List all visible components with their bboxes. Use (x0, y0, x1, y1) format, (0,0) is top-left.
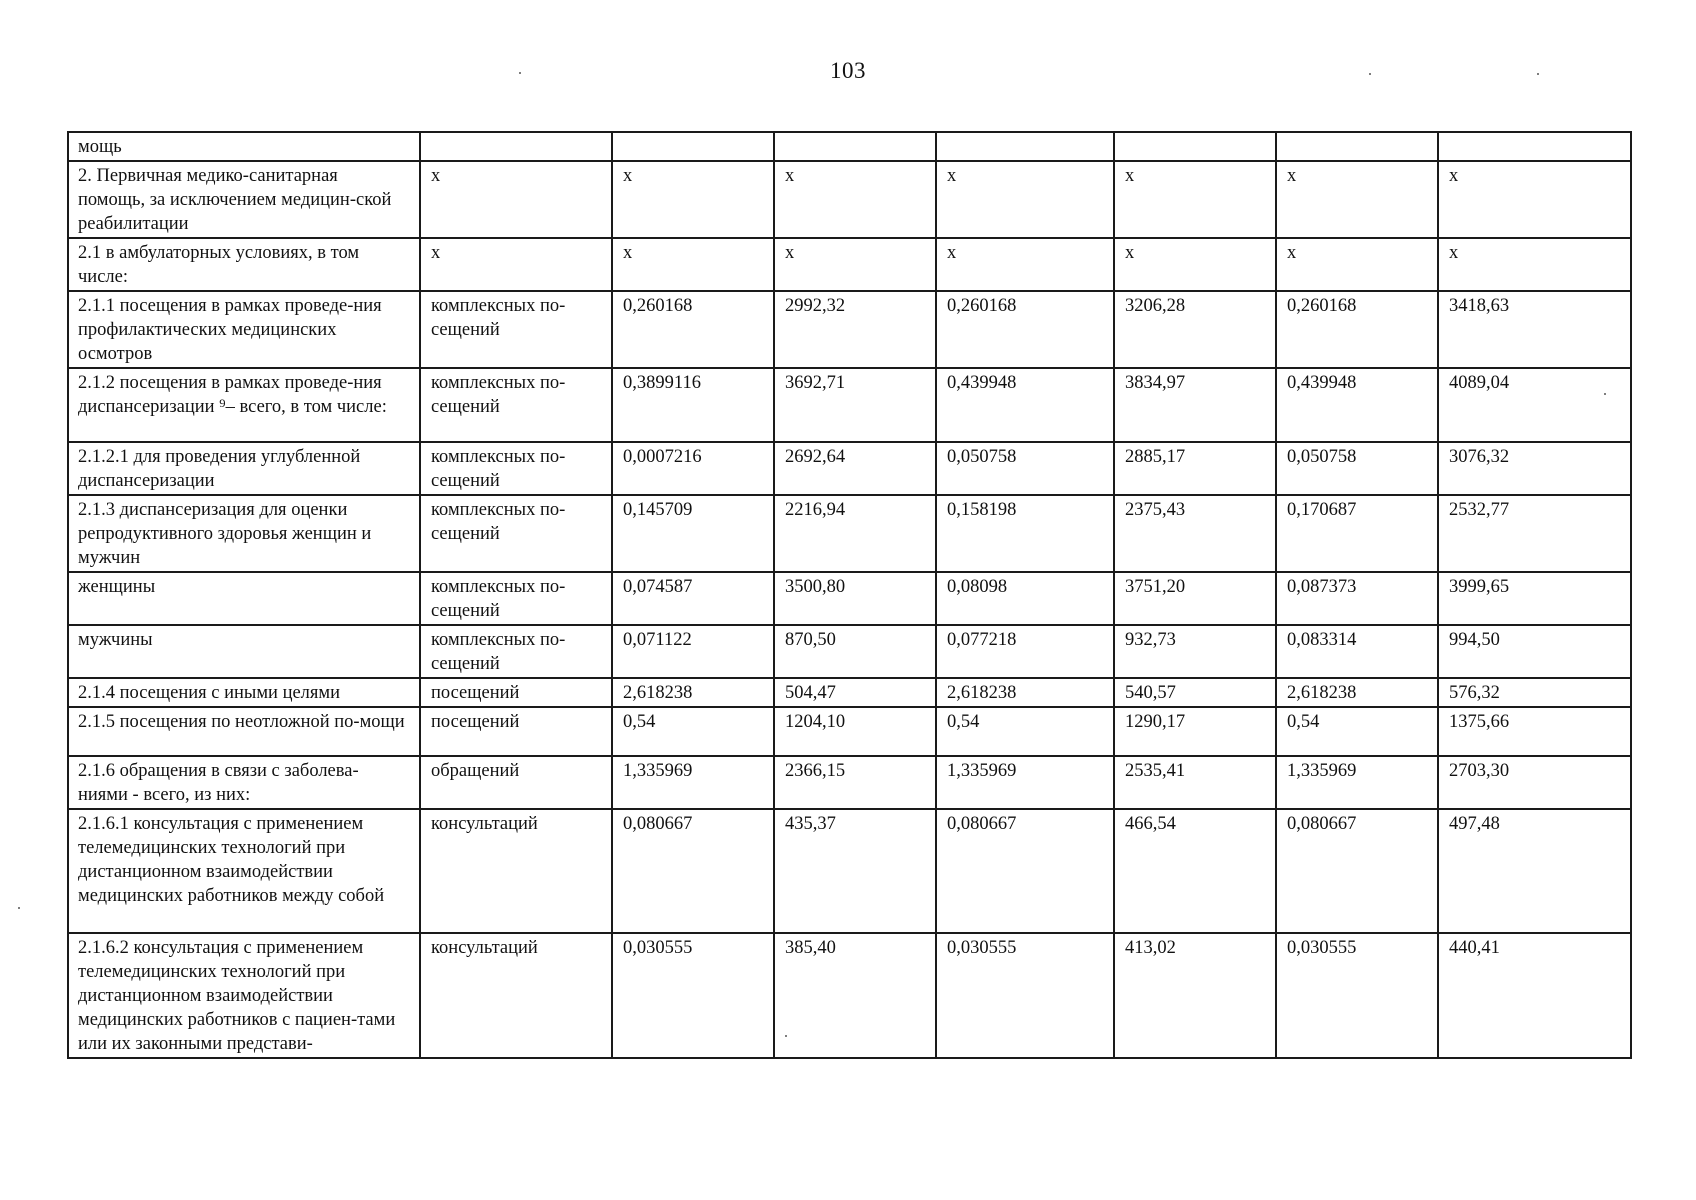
row-value-cell: 0,080667 (936, 809, 1114, 933)
row-value-cell: 0,170687 (1276, 495, 1438, 572)
row-value-cell: 0,54 (1276, 707, 1438, 756)
page-number: 103 (830, 58, 866, 83)
row-value-cell: 0,260168 (1276, 291, 1438, 368)
row-name-cell: мощь (68, 132, 420, 161)
row-value-cell: 3999,65 (1438, 572, 1631, 625)
row-unit-cell: комплексных по-сещений (420, 442, 612, 495)
row-value-cell (1114, 132, 1276, 161)
table-row (68, 756, 1631, 809)
table-row (68, 933, 1631, 1058)
row-value-cell: 4089,04 (1438, 368, 1631, 442)
row-value-cell: 0,030555 (1276, 933, 1438, 1058)
row-unit-cell: комплексных по-сещений (420, 368, 612, 442)
row-name-cell: 2.1.2 посещения в рамках проведе-ния диспансеризации ⁹– всего, в том числе: (68, 368, 420, 442)
row-value-cell: 3834,97 (1114, 368, 1276, 442)
row-name-cell: 2.1.6 обращения в связи с заболева-ниями - всего, из них: (68, 756, 420, 809)
row-value-cell: 497,48 (1438, 809, 1631, 933)
table-row (68, 707, 1631, 756)
row-value-cell: 2,618238 (936, 678, 1114, 707)
row-value-cell: 870,50 (774, 625, 936, 678)
row-value-cell: 2,618238 (612, 678, 774, 707)
row-value-cell: 3206,28 (1114, 291, 1276, 368)
row-value-cell: 0,074587 (612, 572, 774, 625)
row-value-cell: 385,40 (774, 933, 936, 1058)
data-table (67, 131, 1632, 1059)
row-value-cell: 0,050758 (1276, 442, 1438, 495)
row-value-cell (936, 132, 1114, 161)
row-name-cell: 2.1.6.1 консультация с применением телемедицинских технологий при дистанционном взаимодействии медицинских работников между собой (68, 809, 420, 933)
row-value-cell (774, 132, 936, 161)
row-value-cell: 466,54 (1114, 809, 1276, 933)
row-unit-cell: комплексных по-сещений (420, 625, 612, 678)
row-value-cell (1276, 132, 1438, 161)
row-value-cell: 2992,32 (774, 291, 936, 368)
row-value-cell: 413,02 (1114, 933, 1276, 1058)
row-value-cell: 576,32 (1438, 678, 1631, 707)
row-value-cell: 0,260168 (936, 291, 1114, 368)
table-row (68, 161, 1631, 238)
row-unit-cell: консультаций (420, 933, 612, 1058)
row-value-cell: 2,618238 (1276, 678, 1438, 707)
row-value-cell: 504,47 (774, 678, 936, 707)
row-value-cell (612, 132, 774, 161)
row-unit-cell: комплексных по-сещений (420, 495, 612, 572)
row-name-cell: 2.1.5 посещения по неотложной по-мощи (68, 707, 420, 756)
row-value-cell: 1375,66 (1438, 707, 1631, 756)
row-name-cell: 2.1.1 посещения в рамках проведе-ния профилактических медицинских осмотров (68, 291, 420, 368)
row-value-cell: 994,50 (1438, 625, 1631, 678)
row-value-cell: 1204,10 (774, 707, 936, 756)
row-value-cell: х (1276, 238, 1438, 291)
table-row (68, 678, 1631, 707)
row-value-cell: 3500,80 (774, 572, 936, 625)
row-unit-cell: обращений (420, 756, 612, 809)
row-value-cell: 1,335969 (1276, 756, 1438, 809)
row-value-cell: 2366,15 (774, 756, 936, 809)
row-value-cell: 0,080667 (1276, 809, 1438, 933)
row-value-cell: х (1276, 161, 1438, 238)
row-value-cell: 2703,30 (1438, 756, 1631, 809)
row-name-cell: 2.1.3 диспансеризация для оценки репродуктивного здоровья женщин и мужчин (68, 495, 420, 572)
row-value-cell: 0,54 (612, 707, 774, 756)
row-value-cell: 3076,32 (1438, 442, 1631, 495)
row-value-cell: 0,050758 (936, 442, 1114, 495)
row-unit-cell: комплексных по-сещений (420, 291, 612, 368)
row-value-cell: 0,080667 (612, 809, 774, 933)
row-value-cell: х (1438, 161, 1631, 238)
row-value-cell: 440,41 (1438, 933, 1631, 1058)
row-value-cell: 0,439948 (936, 368, 1114, 442)
row-value-cell: 0,030555 (612, 933, 774, 1058)
row-value-cell: 0,077218 (936, 625, 1114, 678)
row-name-cell: женщины (68, 572, 420, 625)
table-body (68, 132, 1631, 1058)
table-row (68, 132, 1631, 161)
row-value-cell: х (612, 238, 774, 291)
row-name-cell: 2.1.2.1 для проведения углубленной диспансеризации (68, 442, 420, 495)
scan-speck (1537, 73, 1539, 75)
table-row (68, 238, 1631, 291)
row-unit-cell: консультаций (420, 809, 612, 933)
row-value-cell: 2216,94 (774, 495, 936, 572)
row-name-cell: мужчины (68, 625, 420, 678)
scan-speck (1369, 73, 1371, 75)
row-value-cell: 0,08098 (936, 572, 1114, 625)
row-value-cell: х (1114, 161, 1276, 238)
row-value-cell: 1290,17 (1114, 707, 1276, 756)
table-row (68, 442, 1631, 495)
scan-speck (519, 72, 521, 74)
row-value-cell: 0,54 (936, 707, 1114, 756)
row-value-cell: 0,145709 (612, 495, 774, 572)
row-name-cell: 2. Первичная медико-санитарная помощь, за исключением медицин-ской реабилитации (68, 161, 420, 238)
row-value-cell: 2692,64 (774, 442, 936, 495)
table-row (68, 572, 1631, 625)
scan-speck (785, 1035, 787, 1037)
row-value-cell: х (936, 238, 1114, 291)
row-value-cell: 3751,20 (1114, 572, 1276, 625)
row-value-cell: 0,439948 (1276, 368, 1438, 442)
row-value-cell: 2535,41 (1114, 756, 1276, 809)
row-value-cell: 0,158198 (936, 495, 1114, 572)
row-value-cell: х (774, 161, 936, 238)
row-unit-cell (420, 132, 612, 161)
row-unit-cell: х (420, 238, 612, 291)
row-value-cell: 0,030555 (936, 933, 1114, 1058)
row-value-cell: 1,335969 (612, 756, 774, 809)
row-name-cell: 2.1.6.2 консультация с применением телемедицинских технологий при дистанционном взаимодействии медицинских работников с пациен-тами или их законными представи- (68, 933, 420, 1058)
row-value-cell: х (774, 238, 936, 291)
scan-speck (1604, 393, 1606, 395)
table-row (68, 625, 1631, 678)
table-row (68, 291, 1631, 368)
row-value-cell: 0,087373 (1276, 572, 1438, 625)
row-name-cell: 2.1 в амбулаторных условиях, в том числе: (68, 238, 420, 291)
row-value-cell: 435,37 (774, 809, 936, 933)
table-row (68, 368, 1631, 442)
row-value-cell: 2375,43 (1114, 495, 1276, 572)
row-name-cell: 2.1.4 посещения с иными целями (68, 678, 420, 707)
row-unit-cell: посещений (420, 707, 612, 756)
row-value-cell: 3418,63 (1438, 291, 1631, 368)
row-value-cell: х (936, 161, 1114, 238)
row-value-cell: 0,0007216 (612, 442, 774, 495)
row-value-cell: х (1438, 238, 1631, 291)
row-value-cell: 540,57 (1114, 678, 1276, 707)
row-value-cell (1438, 132, 1631, 161)
row-value-cell: 2885,17 (1114, 442, 1276, 495)
row-unit-cell: комплексных по-сещений (420, 572, 612, 625)
table-row (68, 809, 1631, 933)
row-value-cell: 0,083314 (1276, 625, 1438, 678)
row-unit-cell: х (420, 161, 612, 238)
row-value-cell: 1,335969 (936, 756, 1114, 809)
table-row (68, 495, 1631, 572)
row-value-cell: 3692,71 (774, 368, 936, 442)
scan-speck (18, 907, 20, 909)
row-value-cell: 0,071122 (612, 625, 774, 678)
row-value-cell: х (1114, 238, 1276, 291)
row-value-cell: х (612, 161, 774, 238)
row-unit-cell: посещений (420, 678, 612, 707)
row-value-cell: 2532,77 (1438, 495, 1631, 572)
row-value-cell: 0,260168 (612, 291, 774, 368)
row-value-cell: 932,73 (1114, 625, 1276, 678)
row-value-cell: 0,3899116 (612, 368, 774, 442)
